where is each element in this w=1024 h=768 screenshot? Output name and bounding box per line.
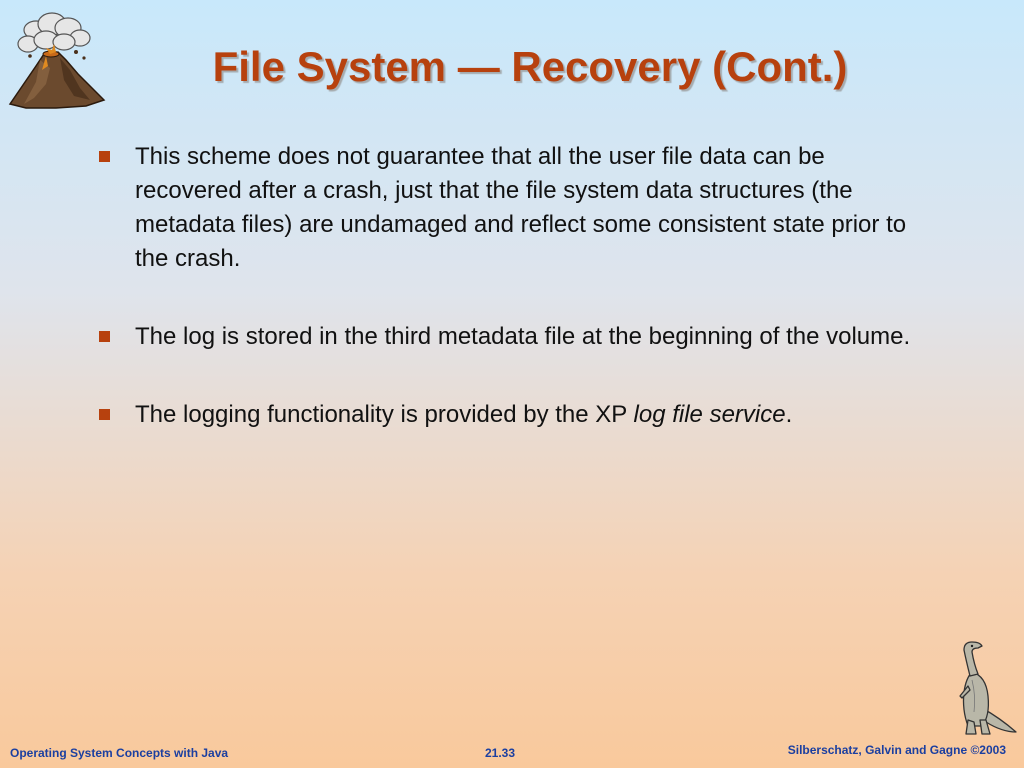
bullet-text: This scheme does not guarantee that all the user file data can be recovered after a crash, just that the file system data structures (the metadata files) are undamaged and reflect some consistent state prior to the crash.: [135, 143, 907, 272]
footer-slide-number: 21.33: [485, 746, 516, 760]
bullet-item: [98, 320, 928, 354]
bullet-text: The log is stored in the third metadata file at the beginning of the volume.: [135, 323, 911, 350]
bullet-text-end: .: [785, 401, 793, 428]
bullet-item: [98, 398, 928, 432]
dinosaur-icon: [942, 636, 1020, 738]
square-bullet-icon: [99, 409, 110, 420]
square-bullet-icon: [99, 331, 110, 342]
footer-authors: Silberschatz, Galvin and Gagne ©2003: [787, 743, 1006, 757]
slide-title: File System — Recovery (Cont.): [212, 43, 848, 90]
footer-book-title: Operating System Concepts with Java: [10, 746, 229, 760]
bullet-list: [98, 140, 928, 476]
square-bullet-icon: [99, 151, 110, 162]
bullet-italic-term: log file service: [633, 401, 786, 428]
volcano-icon: [6, 8, 110, 114]
bullet-text: The logging functionality is provided by the XP: [135, 401, 634, 428]
bullet-item: [98, 140, 928, 276]
